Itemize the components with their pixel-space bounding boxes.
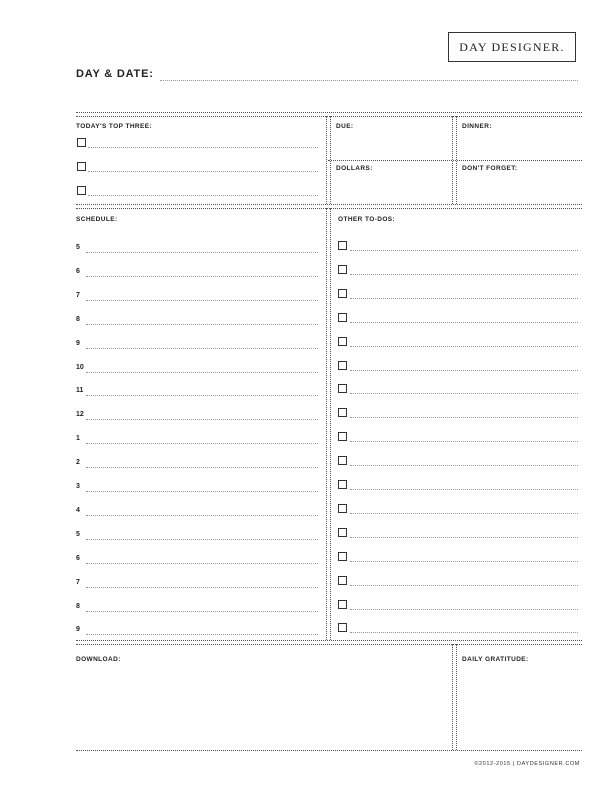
todo-line[interactable] — [350, 417, 578, 418]
schedule-line[interactable] — [86, 467, 318, 468]
dinner-label: DINNER: — [462, 123, 492, 130]
todo-checkbox[interactable] — [338, 241, 347, 250]
logo — [448, 32, 576, 62]
schedule-line[interactable] — [86, 419, 318, 420]
dollars-label: DOLLARS: — [336, 165, 373, 172]
schedule-hour-label: 7 — [76, 578, 80, 586]
due-label: DUE: — [336, 123, 354, 130]
rule-top-2 — [76, 116, 582, 117]
schedule-hour-label: 3 — [76, 483, 80, 490]
daily-gratitude-label: DAILY GRATITUDE: — [462, 656, 529, 663]
rule-due-dollars — [328, 160, 582, 161]
todo-line[interactable] — [350, 561, 578, 562]
top-three-checkbox[interactable] — [77, 186, 86, 195]
schedule-hour-label: 5 — [76, 530, 80, 538]
rule-top-1 — [76, 112, 582, 113]
schedule-hour-label: 2 — [76, 459, 80, 467]
top-three-line[interactable] — [88, 195, 318, 196]
divider-gratitude-b — [456, 644, 457, 750]
schedule-line[interactable] — [86, 634, 318, 635]
todo-checkbox[interactable] — [338, 480, 347, 489]
todo-line[interactable] — [350, 585, 578, 586]
todo-line[interactable] — [350, 609, 578, 610]
schedule-hour-label: 8 — [76, 315, 80, 323]
todo-line[interactable] — [350, 441, 578, 442]
todo-checkbox[interactable] — [338, 456, 347, 465]
todo-checkbox[interactable] — [338, 361, 347, 370]
rule-mid-1 — [76, 204, 582, 205]
todo-line[interactable] — [350, 465, 578, 466]
top-three-line[interactable] — [88, 171, 318, 172]
todo-checkbox[interactable] — [338, 552, 347, 561]
todo-checkbox[interactable] — [338, 623, 347, 632]
top-three-checkbox[interactable] — [77, 138, 86, 147]
todo-line[interactable] — [350, 632, 578, 633]
other-todos-label: OTHER TO-DOS: — [338, 216, 396, 223]
todo-line[interactable] — [350, 346, 578, 347]
schedule-line[interactable] — [86, 276, 318, 277]
todo-line[interactable] — [350, 322, 578, 323]
logo-text: DAY DESIGNER. — [459, 39, 565, 54]
schedule-line[interactable] — [86, 611, 318, 612]
schedule-hour-label: 5 — [76, 244, 80, 251]
todo-line[interactable] — [350, 513, 578, 514]
divider-right-a — [452, 116, 453, 204]
todo-checkbox[interactable] — [338, 289, 347, 298]
todo-checkbox[interactable] — [338, 337, 347, 346]
rule-lower-2 — [76, 644, 582, 645]
schedule-hour-label: 1 — [76, 435, 80, 443]
todo-checkbox[interactable] — [338, 528, 347, 537]
dont-forget-label: DON'T FORGET: — [462, 165, 518, 172]
schedule-hour-label: 9 — [76, 626, 80, 634]
divider-right-b — [456, 116, 457, 204]
schedule-hour-label: 6 — [76, 554, 80, 562]
schedule-line[interactable] — [86, 491, 318, 492]
divider-schedule-a — [326, 208, 327, 640]
schedule-line[interactable] — [86, 395, 318, 396]
schedule-line[interactable] — [86, 372, 318, 373]
rule-lower-1 — [76, 640, 582, 641]
schedule-hour-label: 6 — [76, 267, 80, 275]
todo-line[interactable] — [350, 537, 578, 538]
todo-line[interactable] — [350, 298, 578, 299]
schedule-line[interactable] — [86, 515, 318, 516]
todo-checkbox[interactable] — [338, 408, 347, 417]
todo-line[interactable] — [350, 274, 578, 275]
day-date-writing-line[interactable] — [160, 80, 578, 81]
schedule-hour-label: 7 — [76, 291, 80, 299]
rule-bottom — [76, 750, 582, 751]
todo-checkbox[interactable] — [338, 313, 347, 322]
schedule-line[interactable] — [86, 348, 318, 349]
schedule-line[interactable] — [86, 443, 318, 444]
top-three-line[interactable] — [88, 147, 318, 148]
schedule-line[interactable] — [86, 300, 318, 301]
schedule-line[interactable] — [86, 563, 318, 564]
todo-checkbox[interactable] — [338, 432, 347, 441]
todo-checkbox[interactable] — [338, 600, 347, 609]
divider-schedule-b — [330, 208, 331, 640]
todo-checkbox[interactable] — [338, 576, 347, 585]
top-three-label: TODAY'S TOP THREE: — [76, 123, 153, 130]
schedule-hour-label: 12 — [76, 411, 84, 419]
schedule-hour-label: 10 — [76, 363, 84, 371]
schedule-hour-label: 9 — [76, 339, 80, 347]
schedule-line[interactable] — [86, 587, 318, 588]
rule-mid-2 — [76, 208, 582, 209]
todo-line[interactable] — [350, 250, 578, 251]
divider-left-b — [330, 116, 331, 204]
todo-line[interactable] — [350, 489, 578, 490]
schedule-line[interactable] — [86, 324, 318, 325]
download-label: DOWNLOAD: — [76, 656, 121, 663]
todo-line[interactable] — [350, 370, 578, 371]
day-date-label: DAY & DATE: — [76, 68, 154, 80]
todo-line[interactable] — [350, 393, 578, 394]
todo-checkbox[interactable] — [338, 384, 347, 393]
todo-checkbox[interactable] — [338, 504, 347, 513]
schedule-label: SCHEDULE: — [76, 216, 118, 223]
schedule-line[interactable] — [86, 539, 318, 540]
schedule-hour-label: 11 — [76, 387, 84, 395]
schedule-line[interactable] — [86, 252, 318, 253]
divider-gratitude-a — [452, 644, 453, 750]
top-three-checkbox[interactable] — [77, 162, 86, 171]
divider-left-a — [326, 116, 327, 204]
todo-checkbox[interactable] — [338, 265, 347, 274]
schedule-hour-label: 8 — [76, 602, 80, 610]
schedule-hour-label: 4 — [76, 506, 80, 514]
footer-copyright: ©2012-2015 | DAYDESIGNER.COM — [474, 761, 580, 767]
